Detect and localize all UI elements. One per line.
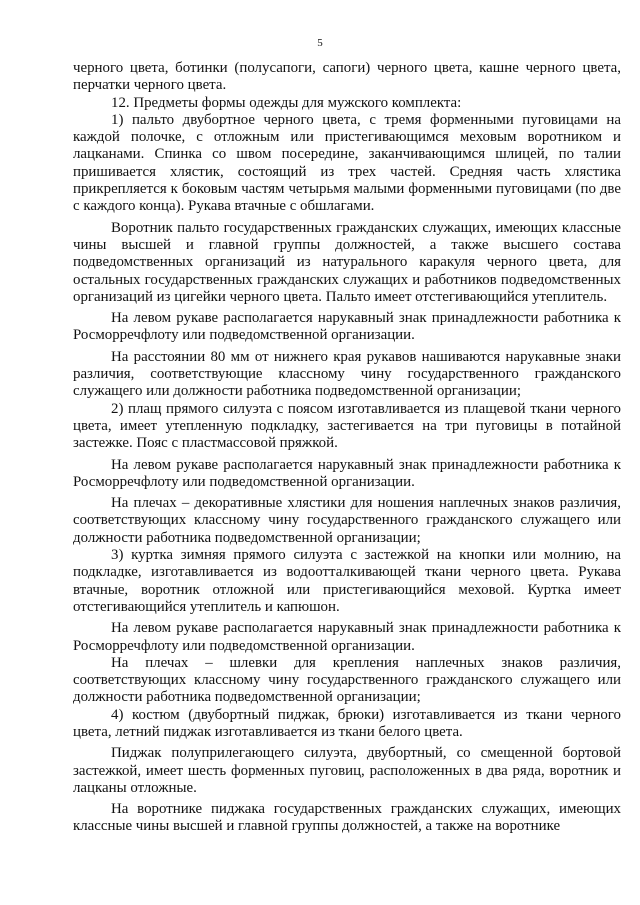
paragraph-section-12-heading: 12. Предметы формы одежды для мужского комплекта:	[111, 94, 462, 111]
paragraph-item-1-coat: 1) пальто двубортное черного цвета, с тремя форменными пуговицами на каждой полочке, с отложным или пристегивающимся меховым воротником и лацканами. Спинка со швом посередине, заканчивающимся шлицей, по талии пришивается хлястик, состоящий из трех частей. Средняя часть хлястика прикрепляется к боковым частям четырьмя малыми форменными пуговицами (по две с каждого конца). Рукава втачные с обшлагами.	[73, 111, 621, 215]
page-number: 5	[317, 37, 323, 49]
paragraph-item-4-suit: 4) костюм (двубортный пиджак, брюки) изготавливается из ткани черного цвета, летний пиджак изготавливается из ткани белого цвета.	[73, 706, 621, 740]
paragraph-item-3-jacket: 3) куртка зимняя прямого силуэта с застежкой на кнопки или молнию, на подкладке, изготавливается из водоотталкивающей ткани черного цвета. Рукава втачные, воротник отложной или пристегивающийся меховой. Куртка имеет отстегивающийся утеплитель и капюшон.	[73, 547, 621, 615]
paragraph-blazer-collar: На воротнике пиджака государственных гражданских служащих, имеющих классные чины высшей и главной группы должностей, а также на воротнике	[73, 801, 621, 835]
paragraph-jacket-sleeve-badge: На левом рукаве располагается нарукавный знак принадлежности работника к Росморречфлоту или подведомственной организации.	[73, 620, 621, 654]
paragraph-jacket-shoulders: На плечах – шлевки для крепления наплечных знаков различия, соответствующих классному чину государственного гражданского служащего или должности работника подведомственной организации;	[73, 654, 621, 706]
paragraph-continuation: черного цвета, ботинки (полусапоги, сапоги) черного цвета, кашне черного цвета, перчатки черного цвета.	[73, 60, 621, 94]
paragraph-raincoat-sleeve-badge: На левом рукаве располагается нарукавный знак принадлежности работника к Росморречфлоту или подведомственной организации.	[73, 456, 621, 490]
paragraph-coat-sleeve-insignia: На расстоянии 80 мм от нижнего края рукавов нашиваются нарукавные знаки различия, соответствующие классному чину государственного гражданского служащего или должности работника подведомственной организации;	[73, 348, 621, 400]
paragraph-item-2-raincoat: 2) плащ прямого силуэта с поясом изготавливается из плащевой ткани черного цвета, имеет утепленную подкладку, застегивается на три пуговицы в потайной застежке. Пояс с пластмассовой пряжкой.	[73, 400, 621, 452]
paragraph-coat-sleeve-badge: На левом рукаве располагается нарукавный знак принадлежности работника к Росморречфлоту или подведомственной организации.	[73, 310, 621, 344]
paragraph-raincoat-shoulders: На плечах – декоративные хлястики для ношения наплечных знаков различия, соответствующих классному чину государственного гражданского служащего или должности работника подведомственной организации;	[73, 495, 621, 546]
paragraph-suit-blazer: Пиджак полуприлегающего силуэта, двубортный, со смещенной бортовой застежкой, имеет шесть форменных пуговиц, расположенных в два ряда, воротник и лацканы отложные.	[73, 745, 621, 796]
paragraph-coat-collar: Воротник пальто государственных гражданских служащих, имеющих классные чины высшей и главной группы должностей, а также высшего состава подведомственных организаций из натурального каракуля черного цвета, для остальных государственных гражданских служащих и работников подведомственных организаций из цигейки черного цвета. Пальто имеет отстегивающийся утеплитель.	[73, 219, 621, 305]
document-body	[73, 60, 621, 836]
